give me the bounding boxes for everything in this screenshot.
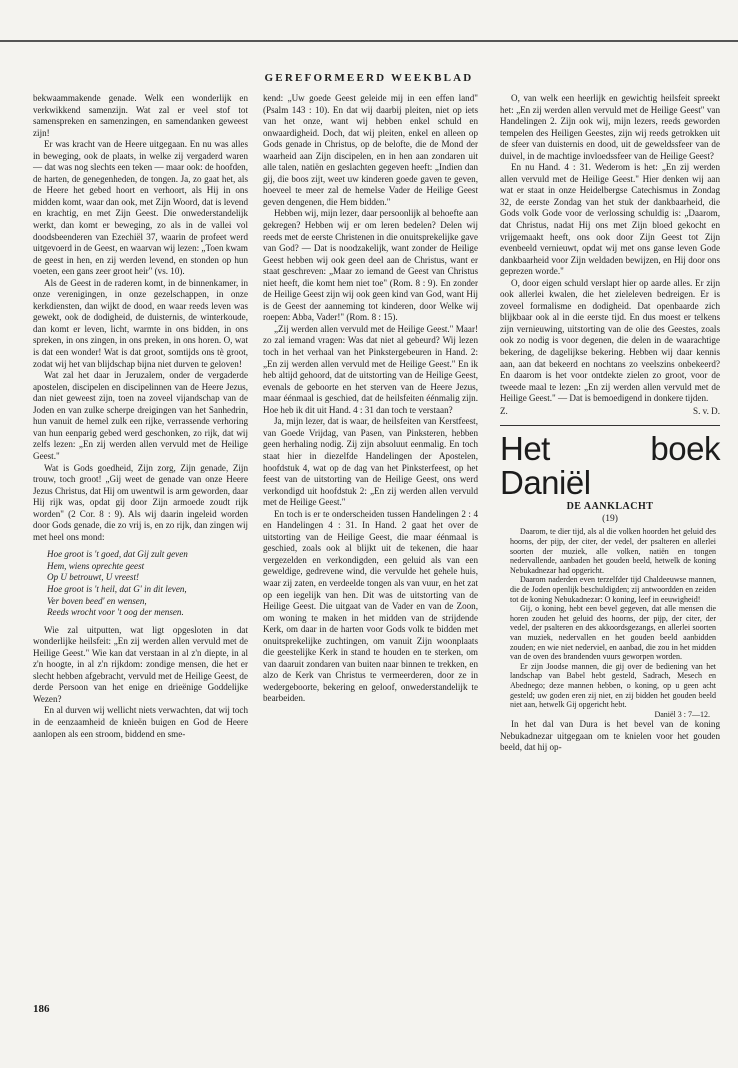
paragraph: En toch is er te onderscheiden tussen Handelingen 2 : 4 en Handelingen 4 : 31. In Hand. 2 gaat het over de uitstorting van de Heilige Geest, die maar éénmaal is geschied, zoals ook al blijkt uit de tekenen, die haar vergezelden en verkondigden, een geluid als van een geweldige, gedrevene wind, die vervulde het gehele huis, waar zij zaten, en verdeelde tongen als van vuur, en het zat op een iegelijk van hen. Dit was de uitstorting van de Heilige Geest. Die uitgaat van de Vader en van de Zoon, om woning te maken in het midden van de strijdende Kerk, om daar in de harten voor Gods volk te bidden met onuitsprekelijke zuchtingen, om vanuit Zijn woonplaats die geestelijke Kerk in stand te houden en te sterken, om van daaruit zondaren van buiten naar binnen te trekken, en alzo de Kerk van Christus te vermeerderen, door ze in wedergeboorte, bekering en geloof, onwederstandelijk te bearbeiden. <box>263 508 478 704</box>
bible-paragraph: Daarom naderden even terzelfder tijd Chaldeeuwse mannen, die de Joden openlijk beschuldigden; zij antwoordden en zeiden tot de koning Nebukadnezar: O koning, leef in eeuwigheid! <box>510 575 716 604</box>
paragraph: O, door eigen schuld verslapt hier op aarde alles. Er zijn ook allerlei kwalen, die het zieleleven bedreigen. Er is zoveel formalisme en dodigheid. Dat openbaarde zich blijkbaar ook al in die eerste tijd. En dus moest er telkens zijn vernieuwing, uitstorting van de olie des Geestes, zoals ook zo nodig is voor degenen, die delen in de waarachtige bekering, de dagelijkse bekering. Hebben wij daar kennis aan, aan dat bekeerd en nochtans zo veelszins onbekeerd? En daarom is het voor ontdekte zielen zo groot, voor de tweede maal te lezen: „En zij werden allen vervuld met de Heilige Geest." — Dat is bemoedigend in donkere tijden. <box>500 277 720 404</box>
article-number: (19) <box>602 513 618 524</box>
paragraph: bekwaammakende genade. Welk een wonderlijk en verkwikkend samenzijn. Wat zal er veel stof tot samenspreken en samenzingen, en samendanken geweest zijn! <box>33 93 248 138</box>
poem-line: Op U betrouwt, U vreest! <box>47 572 140 583</box>
poem-line: Hoe groot is 't heil, dat G' in dit leven, <box>47 583 187 594</box>
paragraph: Als de Geest in de raderen komt, in de binnenkamer, in onze verenigingen, in onze gezelschappen, in onze kerkdiensten, dan wijkt de dood, en waar reeds leven was gewekt, ook de dodigheid, de duisternis, de winterkoude, dan komt er leven, licht, warmte in ons bidden, in ons spreken, in ons zingen, in ons preken, in ons horen. O, wat is dat een wonder! Wat is dat groot, somtijds ons tè groot, zodat wij het van blijdschap bijna niet durven te geloven! <box>33 277 248 369</box>
poem-line: Ver boven beed' en wensen, <box>47 595 147 606</box>
paragraph: O, van welk een heerlijk en gewichtig heilsfeit spreekt het: „En zij werden allen vervuld met de Heilige Geest" van Handelingen 2. Zijn ook wij, mijn lezers, reeds geworden tempelen des Heiligen Geestes, zijn wij reeds getrokken uit de sfeer van duisternis en dood, uit de geweldssfeer van de duivel, in de machtige invloedssfeer van de Heilige Geest? <box>500 93 720 161</box>
author-initials: S. v. D. <box>693 405 720 416</box>
paragraph: kend: „Uw goede Geest geleide mij in een effen land" (Psalm 143 : 10). En dat wij daarbij pleiten, niet op iets van het onze, want wij hebben enkel schuld en onwaardigheid. Doch, dat wij pleiten, enkel en alleen op Gods genade in Christus, op de belofte, die de Mond der waarheid aan Zijn discipelen, en in hen aan zondaren uit alle talen, natiën en geslachten gegeven heeft: „Indien dan gij, die boos zijt, weet uw kinderen goede gaven te geven, hoeveel te meer zal de hemelse Vader de Heilige Geest geven dengenen, die Hem bidden." <box>263 93 478 207</box>
paragraph: Wat zal het daar in Jeruzalem, onder de vergaderde apostelen, discipelen en discipelinnen van de Heere Jezus, dan niet geweest zijn, toen na zoveel vijandschap van de Joden en van zulke scherpe dreigingen van het Sanhedrin, hun vanuit de hemel zulk een rijke, verrassende verhoring van hun eenparig gebed werd geschonken, zo rijk, dat wij zelfs lezen: „En zij werden allen vervuld met de Heilige Geest." <box>33 370 248 461</box>
paragraph: Wat is Gods goedheid, Zijn zorg, Zijn genade, Zijn trouw, toch groot! „Gij weet de genade van onze Heere Jezus Christus, dat Hij om uwentwil is arm geworden, daar Hij rijk was, opdat gij door Zijn armoede zoudt rijk worden" (2 Cor. 8 : 9). Als wij daarin ingeleid worden door Gods genade, die zo vrij is, en zo rijk, dan zingen wij met heel ons mond: <box>33 462 248 542</box>
poem-line: Reeds wrocht voor 't oog der mensen. <box>47 607 184 618</box>
page-number: 186 <box>33 1003 50 1015</box>
paragraph: In het dal van Dura is het bevel van de koning Nebukadnezar uitgegaan om te knielen voor het gouden beeld, dat hij op- <box>500 719 720 753</box>
signature <box>500 406 720 418</box>
article-subtitle: DE AANKLACHT <box>566 501 654 513</box>
paragraph: „Zij werden allen vervuld met de Heilige Geest." Maar! zo zal iemand vragen: Was dat niet al gebeurd? Wij lezen toch in het verhaal van het Pinkstergebeuren in Hand. 2: „En zij werden allen vervuld met de Heilige Geest." En ik heb altijd gehoord, dat de uitstorting van de Heilige Geest, evenals de geboorte en het sterven van de Heere Jezus, maar éénmaal is geschied, dat de heilsfeiten éénmalig zijn. Hoe heb ik dit uit Hand. 4 : 31 dan toch te verstaan? <box>263 323 478 415</box>
signature-initial: Z. <box>500 405 508 416</box>
paragraph: Hebben wij, mijn lezer, daar persoonlijk al behoefte aan gekregen? Hebben wij er om leren bedelen? Delen wij reeds met de eerste Christenen in die onuitsprekelijke gave van God? — Dat is noodzakelijk, want zonder de Heilige Geest hebben wij ook geen deel aan de Christus, want er staat geschreven: „Maar zo iemand de Geest van Christus niet heeft, die komt hem niet toe" (Rom. 8 : 9). En zonder de Heilige Geest zijn wij ook geen kind van God, want Hij is de Geest der aanneming tot kinderen, door Welke wij roepen: Abba, Vader!" (Rom. 8 : 15). <box>263 208 478 323</box>
bible-paragraph: Gij, o koning, hebt een bevel gegeven, dat alle mensen die horen zouden het geluid des hoorns, der pijp, der citer, der vedel, der psalteren en des akkoordsgezangs, en allerlei soorten van muziek, nedervallen en het gouden beeld aanbidden zouden; en wie niet nederviel, en aanbad, die zou in het midden van de oven des brandenden vuurs geworpen worden. <box>510 604 716 662</box>
column-2 <box>263 93 478 705</box>
column-3 <box>500 93 720 754</box>
article-divider <box>500 425 720 426</box>
paragraph: Wie zal uitputten, wat ligt opgesloten in dat wonderlijke heilsfeit: „En zij werden allen vervuld met de Heilige Geest." Wie kan dat verstaan in al z'n diepte, in al z'n hoogte, in al z'n rijkdom: zondige mensen, die het er slecht hebben afgebracht, vervuld met de Heilige Geest, de derde Persoon van het enige en drieënige Goddelijke Wezen? <box>33 624 248 704</box>
poem-line: Hem, wiens oprechte geest <box>47 560 145 571</box>
paragraph: En al durven wij wellicht niets verwachten, dat wij toch in de eenzaamheid de knieën buigen en God de Heere aanlopen als een stroom, biddend en sme- <box>33 705 248 739</box>
article-title: Het boek Daniël <box>500 430 720 502</box>
top-rule <box>0 40 738 42</box>
bible-paragraph: Er zijn Joodse mannen, die gij over de bediening van het landschap van Babel hebt gesteld, Sadrach, Mesech en Abednego; deze mannen hebben, o koning, op u geen acht gesteld; uw goden eren zij niet, en zij bidden het gouden beeld niet aan, hetwelk Gij opgericht hebt. <box>510 661 716 710</box>
psalm-verse <box>47 549 248 618</box>
column-1 <box>33 93 248 740</box>
paragraph: Er was kracht van de Heere uitgegaan. En nu was alles in beweging, ook de plaats, in welke zij vergaderd waren — dat was nog slechts een teken — maar ook: de hoofden, de harten, de genegenheden, de tongen. Ja, zo gaat het, als de Heere het gebed hoort en verhoort, als Hij in ons midden komt, waar dan ook, met Zijn Woord, dat is levend en krachtig, en met Zijn Geest. Die onwederstandelijk werkt, dan komt er beweging, zo als in de vallei vol doodsbeenderen van Ezechiël 37, waarin de profeet werd uitgevoerd in de Geest, en waarvan wij lezen: „Toen kwam de geest in hen, en zij werden levend, en stonden op hun voeten, een gans zeer groot heir" (vs. 10). <box>33 139 249 277</box>
page-header: GEREFORMEERD WEEKBLAD <box>264 72 474 84</box>
bible-quote <box>510 527 716 719</box>
paragraph: Ja, mijn lezer, dat is waar, de heilsfeiten van Kerstfeest, van Goede Vrijdag, van Pasen, van Pinksteren, hebben geen herhaling nodig. Zij zijn absoluut eenmalig. En toch staat hier in diezelfde Handelingen der Apostelen, hoofdstuk 4, wat op de dag van het Pinksterfeest, op het feest van de uitstorting van de Heilige Geest, ons werd verkondigd uit hoofdstuk 2: „En zij werden allen vervuld met de Heilige Geest." <box>263 416 478 508</box>
bible-paragraph: Daarom, te dier tijd, als al die volken hoorden het geluid des hoorns, der pijp, der citer, der vedel, der psalteren en allerlei soorten der muziek, alle volken, natiën en tongen nedervallende, aanbaden het gouden beeld, hetwelk de koning Nebukadnezar had opgericht. <box>510 527 716 575</box>
paragraph: En nu Hand. 4 : 31. Wederom is het: „En zij werden allen vervuld met de Heilige Geest." Hier denken wij aan wat er staat in onze Heidelbergse Catechismus in Zondag 32, de eerste Zondag van het stuk der dankbaarheid, die Gods volk Gode voor de verlossing schuldig is: „Daarom, dat Christus, nadat Hij ons met Zijn bloed gekocht en vrijgemaakt heeft, ons ook door Zijn Geest tot Zijn evenbeeld vernieuwt, opdat wij met ons ganse leven Gode dankbaarheid voor Zijn weldaden bewijzen, en Hij door ons geprezen worde." <box>500 162 720 277</box>
bible-reference: Daniël 3 : 7—12. <box>654 709 710 719</box>
poem-line: Hoe groot is 't goed, dat Gij zult geven <box>47 549 188 560</box>
